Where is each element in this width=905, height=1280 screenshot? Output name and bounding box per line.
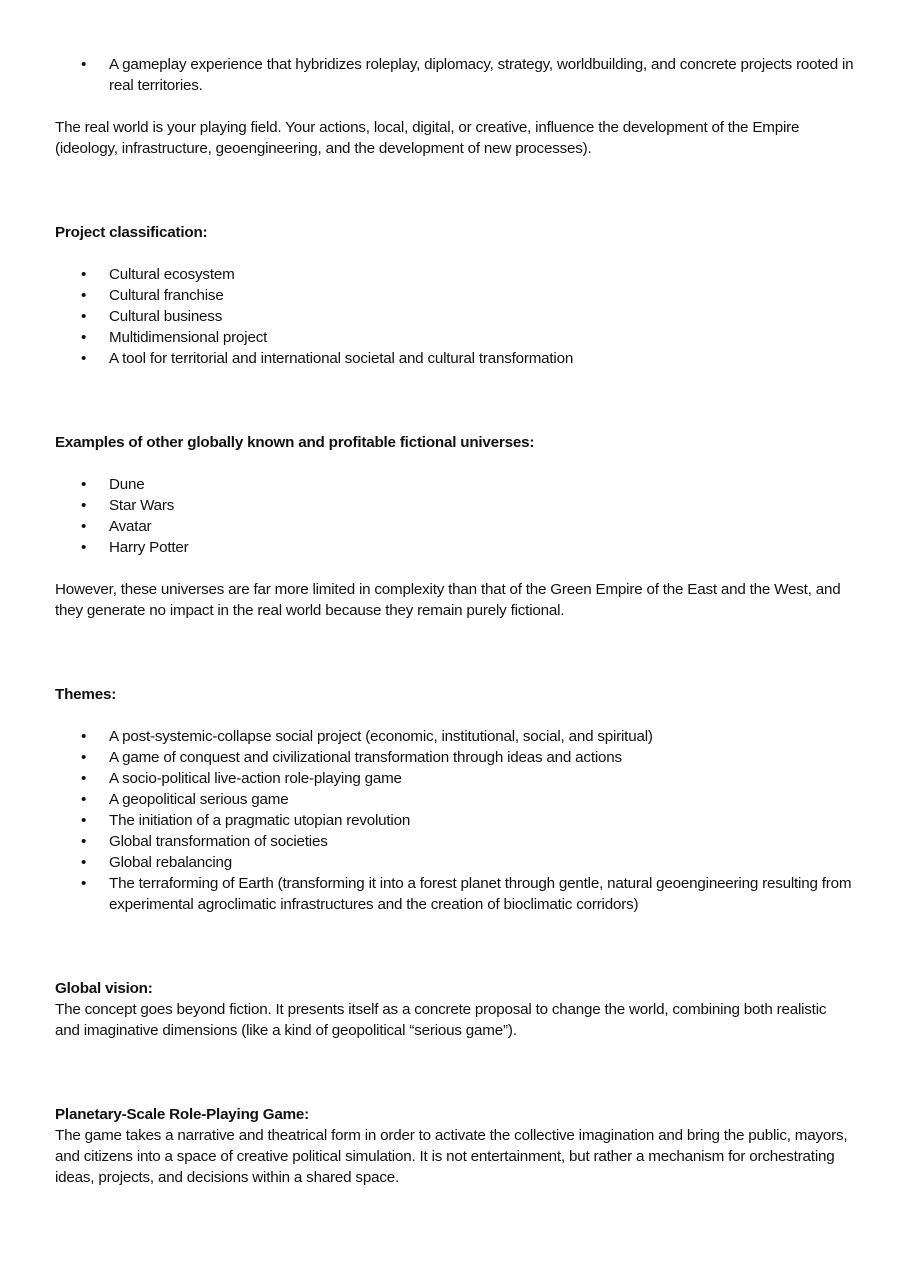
bullet-icon: • [81,350,87,367]
list-item: • Cultural franchise [81,287,224,304]
global-vision-paragraph: The concept goes beyond fiction. It presents itself as a concrete proposal to change the world, combining both realistic and imaginative dimensions (like a kind of geopolitical “serious game”). [55,1001,827,1039]
list-item: • A gameplay experience that hybridizes roleplay, diplomacy, strategy, worldbuilding, and concrete projects rooted in real territories. [81,56,854,94]
bullet-icon: • [81,497,87,514]
list-item: • A tool for territorial and international societal and cultural transformation [81,350,574,367]
examples-heading: Examples of other globally known and profitable fictional universes: [55,434,535,451]
classification-list [55,264,855,369]
bullet-icon: • [81,308,87,325]
list-item: • Avatar [81,518,152,535]
examples-list [55,474,855,558]
bullet-icon: • [81,854,87,871]
document-page [55,54,855,1188]
list-item: • Global rebalancing [81,854,233,871]
classification-heading: Project classification: [55,224,208,241]
bullet-icon: • [81,518,87,535]
list-item: • Cultural ecosystem [81,266,235,283]
list-item: • Cultural business [81,308,223,325]
list-item: • Multidimensional project [81,329,268,346]
list-item: • Harry Potter [81,539,189,556]
themes-heading: Themes: [55,686,117,703]
bullet-icon: • [81,329,87,346]
intro-list [55,54,855,96]
bullet-icon: • [81,56,87,73]
bullet-icon: • [81,266,87,283]
intro-paragraph: The real world is your playing field. Your actions, local, digital, or creative, influence the development of the Empire (ideology, infrastructure, geoengineering, and the development of new processes). [55,119,800,157]
list-item: • The initiation of a pragmatic utopian revolution [81,812,411,829]
bullet-icon: • [81,875,87,892]
bullet-icon: • [81,539,87,556]
list-item: • The terraforming of Earth (transforming it into a forest planet through gentle, natural geoengineering resulting from experimental agroclimatic infrastructures and the creation of bioclimatic corridors) [81,875,852,913]
rpg-paragraph: The game takes a narrative and theatrical form in order to activate the collective imagination and bring the public, mayors, and citizens into a space of creative political simulation. It is not entertainment, but rather a mechanism for orchestrating ideas, projects, and decisions within a shared space. [55,1127,848,1186]
rpg-heading: Planetary-Scale Role-Playing Game: [55,1106,310,1123]
list-item: • A post-systemic-collapse social project (economic, institutional, social, and spiritual) [81,728,653,745]
examples-paragraph: However, these universes are far more limited in complexity than that of the Green Empire of the East and the West, and they generate no impact in the real world because they remain purely fictional. [55,581,841,619]
bullet-icon: • [81,728,87,745]
bullet-icon: • [81,812,87,829]
bullet-icon: • [81,287,87,304]
list-item: • A geopolitical serious game [81,791,289,808]
themes-list [55,726,855,915]
bullet-icon: • [81,770,87,787]
list-item: • A game of conquest and civilizational transformation through ideas and actions [81,749,622,766]
list-item: • Star Wars [81,497,175,514]
bullet-icon: • [81,476,87,493]
bullet-icon: • [81,791,87,808]
bullet-icon: • [81,749,87,766]
list-item: • Dune [81,476,145,493]
list-item: • Global transformation of societies [81,833,328,850]
list-item: • A socio-political live-action role-playing game [81,770,402,787]
global-vision-heading: Global vision: [55,980,153,997]
bullet-icon: • [81,833,87,850]
